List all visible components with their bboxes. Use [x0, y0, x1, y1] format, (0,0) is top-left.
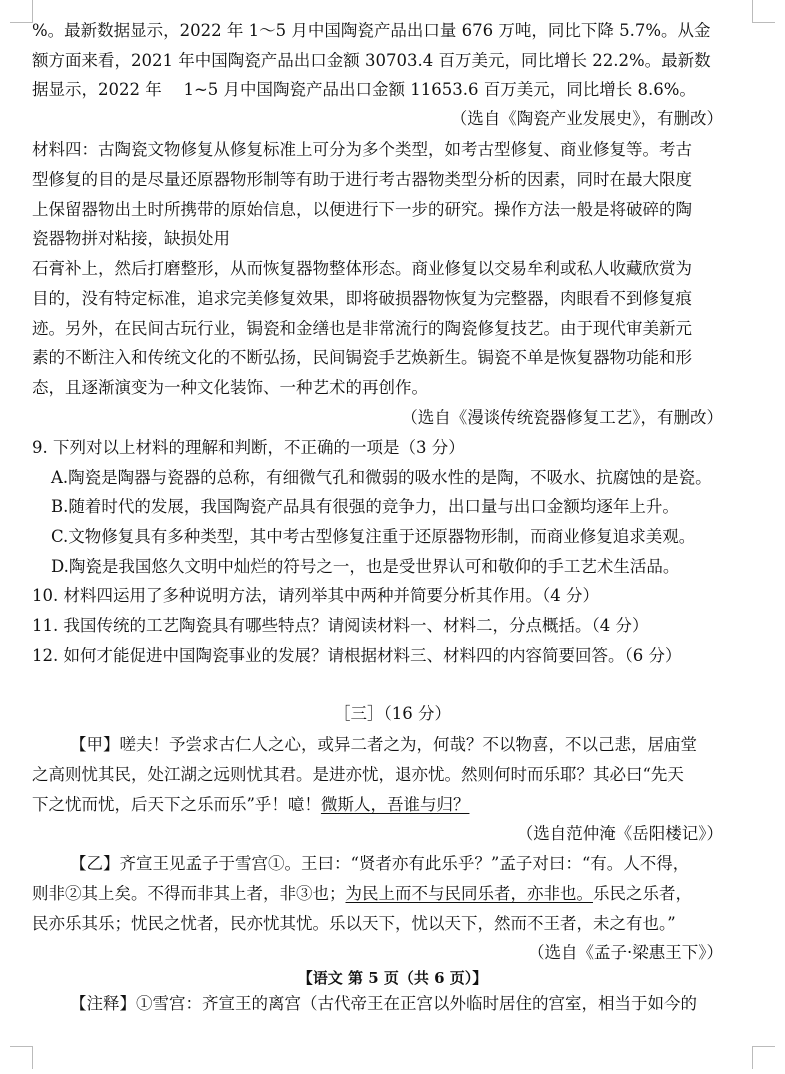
material4-line: 态，且逐渐演变为一种文化装饰、一种艺术的再创作。	[32, 378, 428, 397]
passage-yi-line	[32, 883, 692, 905]
material3-source: （选自《陶瓷产业发展史》，有删改）	[450, 109, 723, 128]
crop-mark-top-left	[10, 0, 33, 23]
question-10: 10. 材料四运用了多种说明方法，请列举其中两种并简要分析其作用。（4 分）	[32, 586, 599, 605]
crop-mark-top-right	[752, 0, 775, 23]
question-9-option-b: B.随着时代的发展，我国陶瓷产品具有很强的竞争力，出口量与出口金额均逐年上升。	[51, 497, 679, 516]
question-9-option-d: D.陶瓷是我国悠久文明中灿烂的符号之一，也是受世界认可和敬仰的手工艺术生活品。	[51, 557, 680, 576]
question-11: 11. 我国传统的工艺陶瓷具有哪些特点？请阅读材料一、材料二，分点概括。（4 分）	[32, 616, 649, 635]
underlined-sentence: 为民上而不与民同乐者，亦非也。	[345, 884, 593, 903]
underlined-sentence: 微斯人，吾谁与归？	[320, 795, 470, 814]
material3-line: 额方面来看，2021 年中国陶瓷产品出口金额 30703.4 百万美元，同比增长 22.2%。最新数	[32, 51, 711, 70]
passage-yi-text: 则非②其上矣。不得而非其上者，非③也；	[32, 884, 346, 903]
passage-yi-line: 民亦乐其乐；忧民之忧者，民亦忧其忧。乐以天下，忧以天下，然而不王者，未之有也。”	[32, 914, 676, 933]
crop-mark-bottom-right	[752, 1046, 775, 1069]
question-9-option-c: C.文物修复具有多种类型，其中考古型修复注重于还原器物形制，而商业修复追求美观。	[51, 527, 696, 546]
passage-jia-line	[32, 794, 469, 816]
annotation-note: 【注释】①雪宫：齐宣王的离宫（古代帝王在正宫以外临时居住的宫室，相当于如今的	[70, 994, 697, 1013]
material4-line: 瓷器物拼对粘接，缺损处用	[32, 229, 230, 248]
material4-line: 目的，没有特定标准，追求完美修复效果，即将破损器物恢复为完整器，肉眼看不到修复痕	[32, 289, 692, 308]
material3-line: %。最新数据显示，2022 年 1～5 月中国陶瓷产品出口量 676 万吨，同比下降 5.7%。从金	[32, 21, 711, 40]
material4-line: 石膏补上，然后打磨整形，从而恢复器物整体形态。商业修复以交易牟利或私人收藏欣赏为	[32, 259, 692, 278]
page-footer: 【语文 第 5 页（共 6 页）】	[297, 969, 488, 987]
passage-yi-line: 【乙】齐宣王见孟子于雪宫①。王曰：“贤者亦有此乐乎？”孟子对曰：“有。人不得，	[70, 854, 690, 873]
passage-jia-source: （选自范仲淹《岳阳楼记》）	[516, 824, 723, 843]
question-12: 12. 如何才能促进中国陶瓷事业的发展？请根据材料三、材料四的内容简要回答。（6 分）	[32, 646, 682, 665]
material4-line: 迹。另外，在民间古玩行业，锔瓷和金缮也是非常流行的陶瓷修复技艺。由于现代审美新元	[32, 319, 692, 338]
question-9-option-a: A.陶瓷是陶器与瓷器的总称，有细微气孔和微弱的吸水性的是陶，不吸水、抗腐蚀的是瓷。	[51, 468, 712, 487]
material4-line: 材料四：古陶瓷文物修复从修复标准上可分为多个类型，如考古型修复、商业修复等。考古	[32, 140, 692, 159]
passage-jia-line: 【甲】嗟夫！予尝求古仁人之心，或异二者之为，何哉？不以物喜，不以己悲，居庙堂	[70, 735, 697, 754]
question-9-stem: 9. 下列对以上材料的理解和判断，不正确的一项是（3 分）	[32, 438, 465, 457]
material4-source: （选自《漫谈传统瓷器修复工艺》，有删改）	[401, 408, 723, 427]
passage-yi-source: （选自《孟子·梁惠王下》）	[528, 943, 723, 962]
material4-line: 上保留器物出土时所携带的原始信息，以便进行下一步的研究。操作方法一般是将破碎的陶	[32, 200, 692, 219]
material4-line: 型修复的目的是尽量还原器物形制等有助于进行考古器物类型分析的因素，同时在最大限度	[32, 170, 692, 189]
section-3-heading: ［三］（16 分）	[334, 704, 451, 723]
material3-line: 据显示，2022 年 1~5 月中国陶瓷产品出口金额 11653.6 百万美元，同比增长 8.6%。	[32, 80, 696, 99]
material4-line: 素的不断注入和传统文化的不断弘扬，民间锔瓷手艺焕新生。锔瓷不单是恢复器物功能和形	[32, 348, 692, 367]
passage-jia-text: 下之忧而忧，后天下之乐而乐”乎！噫！	[32, 795, 321, 814]
crop-mark-bottom-left	[10, 1046, 33, 1069]
passage-yi-text: 乐民之乐者，	[593, 884, 692, 903]
passage-jia-line: 之高则忧其民，处江湖之远则忧其君。是进亦忧，退亦忧。然则何时而乐耶？其必曰“先天	[32, 765, 684, 784]
